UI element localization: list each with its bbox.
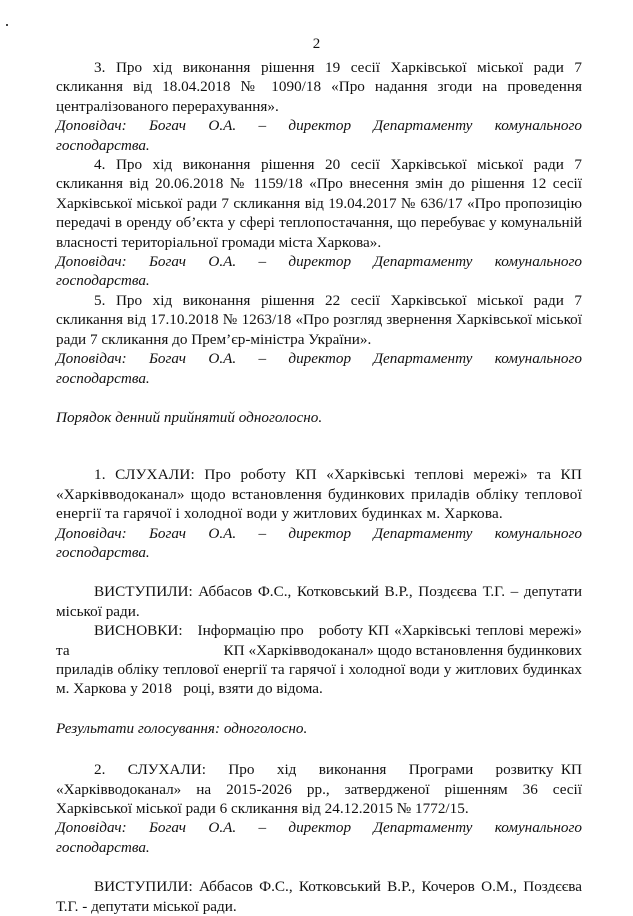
scan-speck <box>6 24 8 26</box>
item-2-speaker <box>56 818 582 857</box>
speaker-line: Доповідач: Богач О.А. – директор Департаменту комунального <box>56 253 582 271</box>
speaker-line-cont: господарства. <box>56 369 150 387</box>
agenda-item-3: 3. Про хід виконання рішення 19 сесії Харківської міської ради 7 скликання від 18.04.2018 № 1090/18 «Про надання згоди на проведення централізованого перерахування». <box>56 59 582 115</box>
speaker-line-cont: господарства. <box>56 838 150 856</box>
agenda-item-5-speaker <box>56 349 582 388</box>
item-1-conclusions: ВИСНОВКИ: Інформацію про роботу КП «Харківські теплові мережі» та КП «Харківводоканал» щодо встановлення будинкових приладів обліку теплової енергії та гарячої і холодної води у житлових будинках м. Харкова у 2018 році, взяти до відома. <box>56 622 586 698</box>
agenda-item-5: 5. Про хід виконання рішення 22 сесії Харківської міської ради 7 скликання від 17.10.2018 № 1263/18 «Про розгляд звернення Харківської міської ради 7 скликання до Прем’єр-міністра України». <box>56 291 582 348</box>
spacer <box>56 738 582 760</box>
speaker-line: Доповідач: Богач О.А. – директор Департаменту комунального <box>56 350 582 368</box>
speaker-line: Доповідач: Богач О.А. – директор Департаменту комунального <box>56 819 582 837</box>
document-body <box>56 58 586 916</box>
item-2-spoke: ВИСТУПИЛИ: Аббасов Ф.С., Котковський В.Р., Кочеров О.М., Поздєєва Т.Г. - депутати міської ради. <box>56 878 582 915</box>
speaker-line-cont: господарства. <box>56 543 150 561</box>
speaker-line: Доповідач: Богач О.А. – директор Департаменту комунального <box>56 524 582 542</box>
agenda-item-4-speaker <box>56 252 582 291</box>
item-1-vote-result: Результати голосування: одноголосно. <box>56 719 308 737</box>
item-1-spoke: ВИСТУПИЛИ: Аббасов Ф.С., Котковський В.Р., Поздєєва Т.Г. – депутати міської ради. <box>56 583 582 620</box>
spacer <box>56 388 582 408</box>
item-1-heard: 1. СЛУХАЛИ: Про роботу КП «Харківські теплові мережі» та КП «Харківводоканал» щодо встановлення будинкових приладів обліку теплової енергії та гарячої і холодної води у житлових будинках м. Харкова. <box>56 466 582 523</box>
page-number: 2 <box>312 36 321 52</box>
speaker-line-cont: господарства. <box>56 136 150 154</box>
item-2-heard: 2. СЛУХАЛИ: Про хід виконання Програми розвитку КП «Харківводоканал» на 2015-2026 рр., затвердженої рішенням 36 сесії Харківської міської ради 6 скликання від 24.12.2015 № 1772/15. <box>56 761 586 817</box>
speaker-line-cont: господарства. <box>56 272 150 290</box>
spacer <box>56 857 582 877</box>
speaker-line: Доповідач: Богач О.А. – директор Департаменту комунального <box>56 117 582 135</box>
item-1-speaker <box>56 524 582 563</box>
spacer <box>56 562 582 582</box>
agenda-item-4: 4. Про хід виконання рішення 20 сесії Харківської міської ради 7 скликання від 20.06.2018 № 1159/18 «Про внесення змін до рішення 12 сесії Харківської міської ради 7 скликання від 19.04.2017 № 636/17 «Про пропозицію передачі в оренду об’єкта у сфері теплопостачання, що перебуває у комунальній власності територіальної громади міста Харкова». <box>56 156 582 251</box>
spacer <box>56 427 582 465</box>
spacer <box>56 699 582 719</box>
agenda-approval-note: Порядок денний прийнятий одноголосно. <box>56 408 323 426</box>
agenda-item-3-speaker <box>56 116 582 155</box>
